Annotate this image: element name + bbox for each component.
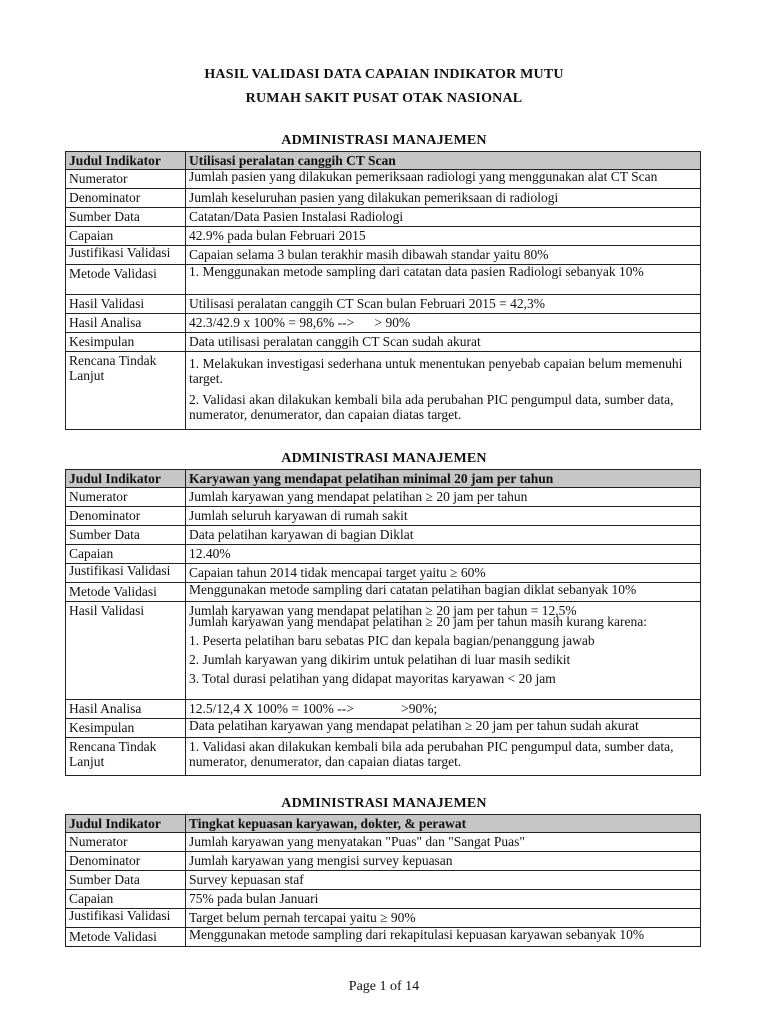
table-row — [66, 700, 701, 719]
row-label: Capaian — [66, 545, 186, 564]
row-label: Capaian — [66, 227, 186, 246]
row-label: Judul Indikator — [66, 815, 186, 833]
row-label: Sumber Data — [66, 208, 186, 227]
table-row — [66, 890, 701, 909]
indicator-title: Utilisasi peralatan canggih CT Scan — [186, 152, 701, 170]
table-row — [66, 564, 701, 583]
table-row — [66, 738, 701, 776]
row-value-paragraph: Jumlah karyawan yang mendapat pelatihan ≥ 20 jam per tahun = 12,5% — [189, 603, 577, 618]
table-row — [66, 170, 701, 189]
row-value: Jumlah seluruh karyawan di rumah sakit — [186, 507, 701, 526]
row-value-paragraph: 1. Melakukan investigasi sederhana untuk menentukan penyebab capaian belum memenuhi target. — [189, 356, 683, 386]
table-row — [66, 189, 701, 208]
row-label: Metode Validasi — [66, 583, 186, 602]
row-label: Numerator — [66, 170, 186, 189]
row-value: Target belum pernah tercapai yaitu ≥ 90% — [186, 909, 701, 928]
row-label: Denominator — [66, 189, 186, 208]
row-label: Sumber Data — [66, 871, 186, 890]
row-label: Kesimpulan — [66, 719, 186, 738]
table-row — [66, 208, 701, 227]
table-row — [66, 352, 701, 430]
table-row — [66, 545, 701, 564]
table-row — [66, 871, 701, 890]
row-label: Denominator — [66, 507, 186, 526]
row-label: Numerator — [66, 833, 186, 852]
row-value: 12.5/12,4 X 100% = 100% --> >90%; — [186, 700, 701, 719]
table-row — [66, 526, 701, 545]
row-label: Judul Indikator — [66, 152, 186, 170]
row-value: 42.3/42.9 x 100% = 98,6% --> > 90% — [186, 314, 701, 333]
table-row — [66, 265, 701, 295]
row-value-text: Jumlah pasien yang dilakukan pemeriksaan radiologi yang menggunakan alat CT Scan — [189, 169, 658, 184]
row-label: Rencana Tindak Lanjut — [66, 738, 186, 776]
row-label: Judul Indikator — [66, 470, 186, 488]
row-label — [66, 246, 186, 265]
row-value: 1. Validasi akan dilakukan kembali bila ada perubahan PIC pengumpul data, sumber data, numerator, denumerator, dan capaian diatas target. — [186, 738, 701, 776]
table-row — [66, 333, 701, 352]
row-label: Numerator — [66, 488, 186, 507]
table-row — [66, 507, 701, 526]
table-header-row — [66, 470, 701, 488]
row-value — [186, 602, 701, 700]
row-label-text: Justifikasi Validasi — [69, 245, 171, 260]
row-label: Metode Validasi — [66, 928, 186, 947]
row-value — [186, 928, 701, 947]
table-header-row — [66, 152, 701, 170]
row-value-text: Data pelatihan karyawan yang mendapat pelatihan ≥ 20 jam per tahun sudah akurat — [189, 718, 639, 733]
indicator-title: Tingkat kepuasan karyawan, dokter, & perawat — [186, 815, 701, 833]
indicator-title: Karyawan yang mendapat pelatihan minimal 20 jam per tahun — [186, 470, 701, 488]
row-value — [186, 352, 701, 430]
section-title: ADMINISTRASI MANAJEMEN — [281, 796, 487, 811]
row-label: Sumber Data — [66, 526, 186, 545]
table-row — [66, 909, 701, 928]
row-value-text: Menggunakan metode sampling dari catatan pelatihan bagian diklat sebanyak 10% — [189, 582, 637, 597]
indicator-table — [65, 469, 701, 776]
row-value-paragraph: 1. Peserta pelatihan baru sebatas PIC dan kepala bagian/penanggung jawab — [189, 633, 595, 648]
row-value: Catatan/Data Pasien Instalasi Radiologi — [186, 208, 701, 227]
row-label: Kesimpulan — [66, 333, 186, 352]
row-label: Metode Validasi — [66, 265, 186, 295]
row-label — [66, 909, 186, 928]
row-value: Data pelatihan karyawan di bagian Diklat — [186, 526, 701, 545]
row-value: 42.9% pada bulan Februari 2015 — [186, 227, 701, 246]
row-value-text: 1. Menggunakan metode sampling dari catatan data pasien Radiologi sebanyak 10% — [189, 264, 644, 279]
table-header-row — [66, 815, 701, 833]
row-label-text: Justifikasi Validasi — [69, 908, 171, 923]
row-value — [186, 265, 701, 295]
row-label: Hasil Analisa — [66, 314, 186, 333]
row-value: Capaian selama 3 bulan terakhir masih dibawah standar yaitu 80% — [186, 246, 701, 265]
page-number: Page 1 of 14 — [348, 979, 420, 994]
row-value: Jumlah karyawan yang menyatakan "Puas" dan "Sangat Puas" — [186, 833, 701, 852]
row-value-paragraph: 2. Jumlah karyawan yang dikirim untuk pelatihan di luar masih sedikit — [189, 652, 571, 667]
row-label: Hasil Analisa — [66, 700, 186, 719]
table-row — [66, 583, 701, 602]
section-title: ADMINISTRASI MANAJEMEN — [281, 133, 487, 148]
row-value: Capaian tahun 2014 tidak mencapai target yaitu ≥ 60% — [186, 564, 701, 583]
row-value: Jumlah karyawan yang mengisi survey kepuasan — [186, 852, 701, 871]
row-label: Hasil Validasi — [66, 602, 186, 700]
row-label — [66, 564, 186, 583]
row-value: Jumlah karyawan yang mendapat pelatihan ≥ 20 jam per tahun — [186, 488, 701, 507]
row-value — [186, 719, 701, 738]
row-label-text: Justifikasi Validasi — [69, 563, 171, 578]
table-row — [66, 246, 701, 265]
table-row — [66, 833, 701, 852]
table-row — [66, 314, 701, 333]
table-row — [66, 227, 701, 246]
table-row — [66, 488, 701, 507]
row-label: Hasil Validasi — [66, 295, 186, 314]
row-value-paragraph: Jumlah karyawan yang mendapat pelatihan ≥ 20 jam per tahun masih kurang karena: — [189, 614, 648, 629]
row-value: Jumlah keseluruhan pasien yang dilakukan pemeriksaan di radiologi — [186, 189, 701, 208]
indicator-table — [65, 814, 701, 947]
row-label: Rencana Tindak Lanjut — [66, 352, 186, 430]
table-row — [66, 295, 701, 314]
row-value — [186, 583, 701, 602]
table-row — [66, 602, 701, 700]
indicator-table — [65, 151, 701, 430]
section-title: ADMINISTRASI MANAJEMEN — [281, 451, 487, 466]
row-value-text: Menggunakan metode sampling dari rekapitulasi kepuasan karyawan sebanyak 10% — [189, 927, 645, 942]
document-title-line2: RUMAH SAKIT PUSAT OTAK NASIONAL — [245, 91, 523, 106]
row-label: Capaian — [66, 890, 186, 909]
table-row — [66, 928, 701, 947]
row-value: Utilisasi peralatan canggih CT Scan bulan Februari 2015 = 42,3% — [186, 295, 701, 314]
row-value: Survey kepuasan staf — [186, 871, 701, 890]
row-label: Denominator — [66, 852, 186, 871]
document-title-line1: HASIL VALIDASI DATA CAPAIAN INDIKATOR MUTU — [204, 67, 564, 82]
row-value — [186, 170, 701, 189]
row-value: 12.40% — [186, 545, 701, 564]
row-value-paragraph: 2. Validasi akan dilakukan kembali bila ada perubahan PIC pengumpul data, sumber data, numerator, denumerator, dan capaian diatas target. — [189, 392, 674, 422]
row-value: 75% pada bulan Januari — [186, 890, 701, 909]
table-row — [66, 852, 701, 871]
row-value: Data utilisasi peralatan canggih CT Scan sudah akurat — [186, 333, 701, 352]
table-row — [66, 719, 701, 738]
row-value-paragraph: 3. Total durasi pelatihan yang didapat mayoritas karyawan < 20 jam — [189, 671, 556, 686]
